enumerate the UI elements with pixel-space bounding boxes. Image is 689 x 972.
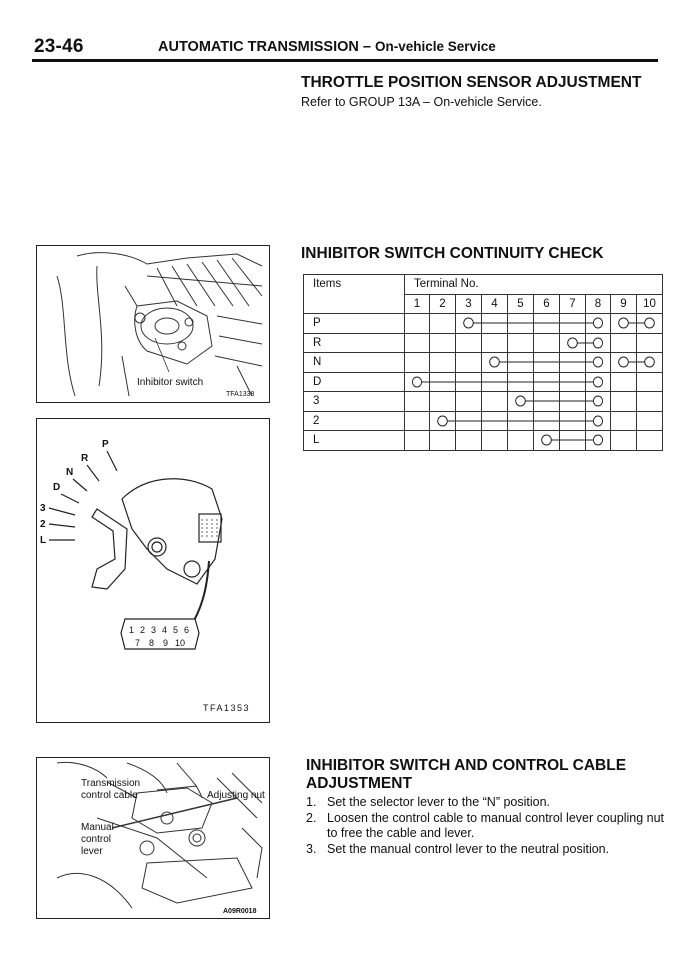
continuity-cell <box>430 372 456 392</box>
label-cable-line2: control cable <box>81 790 138 801</box>
figure2-code: TFA1353 <box>203 703 251 713</box>
step-number: 2. <box>306 810 317 825</box>
terminal-4: 4 <box>482 294 508 314</box>
terminal-header: Terminal No. <box>405 275 663 295</box>
step-number: 3. <box>306 841 317 856</box>
continuity-circle <box>412 377 421 387</box>
continuity-terminal-circle <box>586 334 610 352</box>
continuity-cell <box>637 314 663 334</box>
continuity-cell <box>430 314 456 334</box>
continuity-link-line <box>508 314 533 332</box>
continuity-cell <box>560 314 586 334</box>
continuity-circle <box>490 357 500 367</box>
adjustment-heading-line1: INHIBITOR SWITCH AND CONTROL CABLE <box>306 757 627 774</box>
step-number: 1. <box>306 795 317 809</box>
continuity-terminal-circle <box>456 314 481 332</box>
continuity-cell <box>534 372 560 392</box>
continuity-circle <box>593 338 602 348</box>
table-row <box>304 372 663 392</box>
continuity-cell <box>508 314 534 334</box>
continuity-cell <box>611 392 637 412</box>
continuity-cell <box>534 353 560 373</box>
continuity-cell <box>560 392 586 412</box>
continuity-terminal-circle <box>405 373 429 391</box>
chapter-title: AUTOMATIC TRANSMISSION <box>158 39 359 55</box>
continuity-heading: INHIBITOR SWITCH CONTINUITY CHECK <box>301 245 604 262</box>
continuity-cell <box>611 411 637 431</box>
continuity-circle <box>593 377 602 387</box>
pin-2: 2 <box>140 625 146 635</box>
continuity-cell <box>456 431 482 451</box>
pin-1: 1 <box>129 625 135 635</box>
continuity-link-line <box>482 412 507 430</box>
continuity-cell <box>637 431 663 451</box>
table-row <box>304 314 663 334</box>
continuity-cell <box>508 431 534 451</box>
continuity-link-line <box>560 392 585 410</box>
section-subtitle: On-vehicle Service <box>374 39 496 54</box>
label-lever-line2: control <box>81 834 112 845</box>
figure1-code: TFA1338 <box>226 391 255 398</box>
continuity-cell <box>637 333 663 353</box>
continuity-cell <box>482 333 508 353</box>
continuity-terminal-circle <box>611 353 636 371</box>
table-row <box>304 353 663 373</box>
continuity-cell <box>534 333 560 353</box>
continuity-terminal-circle <box>508 392 533 410</box>
figure-switch-positions <box>36 418 270 723</box>
step-text: Set the selector lever to the “N” position. <box>327 795 551 809</box>
continuity-cell <box>405 314 430 334</box>
label-adjusting-nut: Adjusting nut <box>207 790 265 801</box>
continuity-circle <box>645 318 655 328</box>
continuity-cell <box>482 431 508 451</box>
continuity-circle <box>593 435 602 445</box>
position-2: 2 <box>40 519 46 530</box>
step-item <box>306 842 668 858</box>
continuity-cell <box>611 431 637 451</box>
continuity-cell <box>456 333 482 353</box>
row-item-label: P <box>304 314 405 334</box>
position-r: R <box>81 453 89 464</box>
row-item-label: R <box>304 333 405 353</box>
continuity-circle <box>568 338 578 348</box>
continuity-cell <box>482 353 508 373</box>
continuity-table-wrapper <box>303 274 663 451</box>
continuity-cell <box>456 353 482 373</box>
continuity-cell <box>482 314 508 334</box>
continuity-cell <box>586 333 611 353</box>
continuity-cell <box>405 372 430 392</box>
continuity-cell <box>611 353 637 373</box>
position-d: D <box>53 482 61 493</box>
inhibitor-switch-location-drawing <box>37 246 269 402</box>
continuity-link-line <box>534 392 559 410</box>
adjustment-heading-line2: ADJUSTMENT <box>306 775 412 792</box>
continuity-link-line <box>534 373 559 391</box>
continuity-circle <box>593 396 602 406</box>
page-title <box>158 39 496 55</box>
continuity-cell <box>405 333 430 353</box>
label-cable-line1: Transmission <box>81 778 141 789</box>
continuity-cell <box>534 314 560 334</box>
steps-list <box>306 795 668 857</box>
continuity-circle <box>619 318 629 328</box>
terminal-3: 3 <box>456 294 482 314</box>
continuity-cell <box>586 353 611 373</box>
continuity-link-line <box>508 412 533 430</box>
continuity-terminal-circle <box>611 314 636 332</box>
continuity-cell <box>430 353 456 373</box>
continuity-cell <box>405 392 430 412</box>
tps-heading: THROTTLE POSITION SENSOR ADJUSTMENT <box>301 74 642 91</box>
continuity-cell <box>430 411 456 431</box>
terminal-1: 1 <box>405 294 430 314</box>
continuity-terminal-circle <box>586 353 610 371</box>
continuity-cell <box>534 411 560 431</box>
continuity-cell <box>586 392 611 412</box>
continuity-cell <box>508 411 534 431</box>
label-inhibitor-switch: Inhibitor switch <box>137 377 204 388</box>
pin-3: 3 <box>151 625 157 635</box>
continuity-cell <box>456 314 482 334</box>
table-row <box>304 411 663 431</box>
continuity-link-line <box>534 314 559 332</box>
continuity-link-line <box>534 412 559 430</box>
position-l: L <box>40 535 47 546</box>
continuity-cell <box>456 392 482 412</box>
continuity-cell <box>586 411 611 431</box>
terminal-10: 10 <box>637 294 663 314</box>
table-row <box>304 431 663 451</box>
pin-5: 5 <box>173 625 179 635</box>
terminal-5: 5 <box>508 294 534 314</box>
continuity-cell <box>611 333 637 353</box>
continuity-cell <box>508 353 534 373</box>
continuity-cell <box>586 431 611 451</box>
continuity-cell <box>637 411 663 431</box>
row-item-label: N <box>304 353 405 373</box>
continuity-cell <box>405 353 430 373</box>
continuity-cell <box>560 372 586 392</box>
continuity-terminal-circle <box>482 353 507 371</box>
continuity-cell <box>508 333 534 353</box>
page-number: 23-46 <box>34 36 84 57</box>
pin-8: 8 <box>149 638 155 648</box>
continuity-terminal-circle <box>637 353 662 371</box>
pin-6: 6 <box>184 625 190 635</box>
continuity-cell <box>456 411 482 431</box>
continuity-circle <box>464 318 474 328</box>
step-text: Set the manual control lever to the neutral position. <box>327 841 610 856</box>
header-rule <box>32 59 658 62</box>
continuity-cell <box>560 333 586 353</box>
continuity-link-line <box>482 373 507 391</box>
terminal-9: 9 <box>611 294 637 314</box>
label-lever-line3: lever <box>81 846 103 857</box>
continuity-link-line <box>508 373 533 391</box>
continuity-link-line <box>508 353 533 371</box>
position-n: N <box>66 467 74 478</box>
label-lever-line1: Manual <box>81 822 114 833</box>
continuity-cell <box>611 314 637 334</box>
continuity-circle <box>593 416 602 426</box>
pin-7: 7 <box>135 638 141 648</box>
figure-cable-adjustment <box>36 757 270 919</box>
row-item-label: L <box>304 431 405 451</box>
position-p: P <box>102 439 109 450</box>
continuity-cell <box>430 392 456 412</box>
continuity-circle <box>516 396 526 406</box>
continuity-cell <box>534 392 560 412</box>
continuity-terminal-circle <box>586 314 610 332</box>
table-row <box>304 392 663 412</box>
continuity-circle <box>593 357 602 367</box>
continuity-link-line <box>560 373 585 391</box>
continuity-circle <box>619 357 629 367</box>
items-header: Items <box>304 275 405 314</box>
connector-face <box>121 619 199 649</box>
continuity-cell <box>482 392 508 412</box>
pin-9: 9 <box>163 638 169 648</box>
title-separator: – <box>358 39 375 55</box>
continuity-cell <box>586 372 611 392</box>
terminal-2: 2 <box>430 294 456 314</box>
continuity-link-line <box>560 353 585 371</box>
continuity-circle <box>542 435 552 445</box>
continuity-cell <box>637 372 663 392</box>
continuity-terminal-circle <box>637 314 662 332</box>
continuity-circle <box>645 357 655 367</box>
continuity-cell <box>405 431 430 451</box>
continuity-cell <box>637 392 663 412</box>
continuity-cell <box>560 411 586 431</box>
row-item-label: 2 <box>304 411 405 431</box>
continuity-cell <box>430 333 456 353</box>
terminal-8: 8 <box>586 294 611 314</box>
continuity-link-line <box>560 431 585 449</box>
figure3-code: A09R0018 <box>223 908 257 915</box>
continuity-link-line <box>560 412 585 430</box>
continuity-link-line <box>430 373 455 391</box>
continuity-table-body <box>304 314 663 451</box>
position-3: 3 <box>40 503 46 514</box>
table-row <box>304 333 663 353</box>
step-item <box>306 795 668 811</box>
terminal-7: 7 <box>560 294 586 314</box>
continuity-table <box>303 274 663 451</box>
continuity-terminal-circle <box>586 373 610 391</box>
tps-text: Refer to GROUP 13A – On-vehicle Service. <box>301 95 542 109</box>
pin-4: 4 <box>162 625 168 635</box>
continuity-terminal-circle <box>586 431 610 449</box>
step-item <box>306 811 668 842</box>
continuity-cell <box>482 372 508 392</box>
continuity-cell <box>560 353 586 373</box>
continuity-terminal-circle <box>430 412 455 430</box>
continuity-link-line <box>534 353 559 371</box>
continuity-cell <box>508 392 534 412</box>
continuity-circle <box>593 318 602 328</box>
continuity-cell <box>430 431 456 451</box>
continuity-cell <box>611 372 637 392</box>
pin-10: 10 <box>175 638 186 648</box>
continuity-terminal-circle <box>586 392 610 410</box>
continuity-circle <box>438 416 448 426</box>
adjustment-heading <box>306 757 626 793</box>
continuity-cell <box>405 411 430 431</box>
figure-inhibitor-switch-location <box>36 245 270 403</box>
continuity-cell <box>456 372 482 392</box>
continuity-cell <box>586 314 611 334</box>
continuity-terminal-circle <box>586 412 610 430</box>
continuity-link-line <box>456 412 481 430</box>
row-item-label: 3 <box>304 392 405 412</box>
step-text: Loosen the control cable to manual control lever coupling nut to free the cable and lever. <box>327 810 665 840</box>
cable-adjustment-drawing <box>37 758 269 918</box>
terminal-6: 6 <box>534 294 560 314</box>
continuity-terminal-circle <box>560 334 585 352</box>
row-item-label: D <box>304 372 405 392</box>
continuity-cell <box>560 431 586 451</box>
continuity-cell <box>508 372 534 392</box>
adjustment-steps <box>306 795 668 857</box>
continuity-link-line <box>482 314 507 332</box>
continuity-cell <box>637 353 663 373</box>
switch-positions-drawing <box>37 419 269 722</box>
continuity-link-line <box>456 373 481 391</box>
continuity-cell <box>534 431 560 451</box>
continuity-cell <box>482 411 508 431</box>
continuity-terminal-circle <box>534 431 559 449</box>
continuity-link-line <box>560 314 585 332</box>
